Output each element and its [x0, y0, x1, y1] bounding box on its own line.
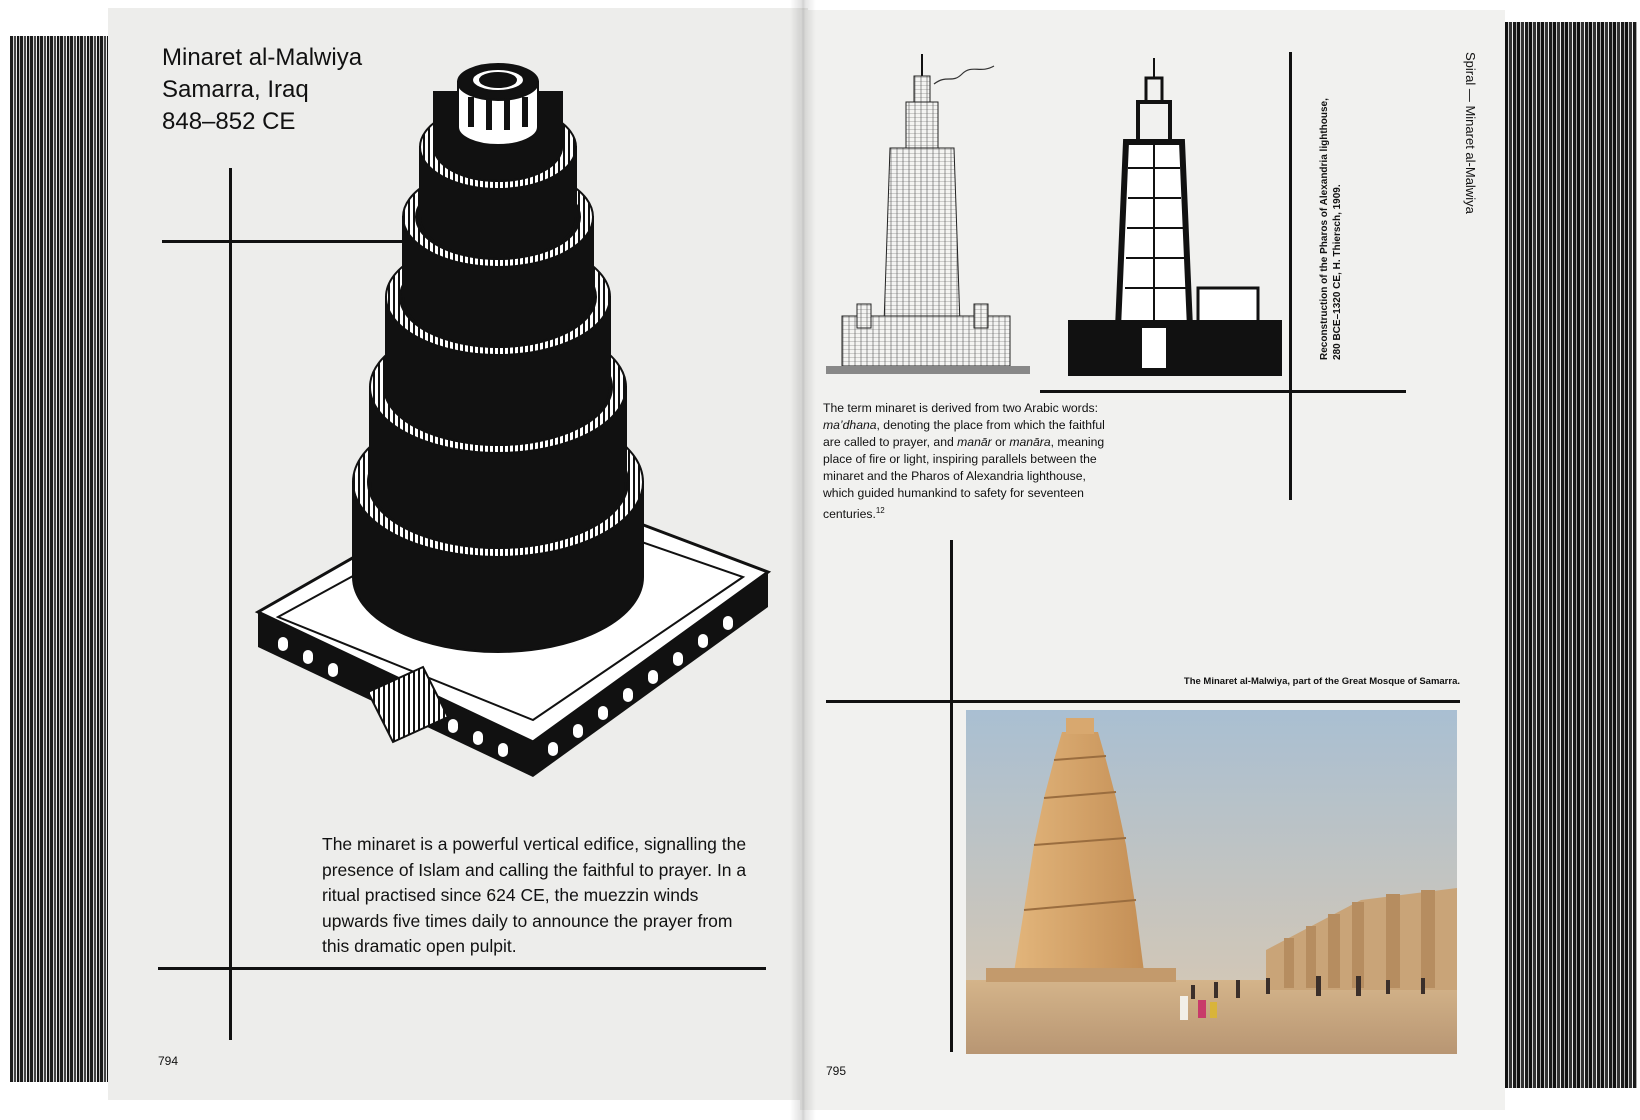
footnote-marker: 12: [875, 506, 885, 515]
title-line-date: 848–852 CE: [162, 108, 296, 135]
term-manar: manār: [957, 435, 992, 449]
lighthouse-elevation-illustration: [822, 54, 1032, 376]
page-edges-right: [1505, 22, 1637, 1088]
title-line-place: Samarra, Iraq: [162, 76, 309, 103]
running-head: Spiral — Minaret al-Malwiya: [1463, 52, 1478, 214]
intro-paragraph: The minaret is a powerful vertical edifice, signalling the presence of Islam and calling the faithful to prayer. In a ritual practised since 624 CE, the muezzin winds upwards five times daily to announce the prayer from this dramatic open pulpit.: [322, 834, 747, 956]
term-paragraph: [823, 400, 1113, 523]
page-number-left: 794: [158, 1054, 179, 1068]
term-madhana: ma’dhana: [823, 418, 877, 432]
term-manara: manāra: [1009, 435, 1051, 449]
lighthouse-caption-line-1: Reconstruction of the Pharos of Alexandria lighthouse,: [1319, 98, 1330, 360]
vertical-rule-left: [229, 168, 232, 1040]
horizontal-rule-bottom-left: [158, 967, 766, 970]
lighthouse-section-illustration: [1068, 58, 1282, 376]
vertical-rule-caption: [1289, 52, 1292, 500]
title-line-name: Minaret al-Malwiya: [162, 44, 363, 71]
horizontal-rule-under-drawings: [1040, 390, 1406, 393]
term-mid: , denoting the place from which the faithful are called to prayer, and: [823, 418, 1105, 449]
book-gutter: [790, 0, 816, 1120]
lighthouse-caption-line-2: 280 BCE–1320 CE, H. Thiersch, 1909.: [1332, 184, 1343, 360]
term-end: , meaning place of fire or light, inspiring parallels between the minaret and the Pharos of Alexandria lighthouse, which guided humankind to safety for seventeen centuries.: [823, 435, 1105, 522]
photo-caption: The Minaret al-Malwiya, part of the Great Mosque of Samarra.: [1183, 676, 1460, 687]
horizontal-rule-above-photo: [826, 700, 1460, 703]
vertical-rule-middle-right: [950, 540, 953, 1052]
term-or: or: [991, 435, 1010, 449]
page-number-right: 795: [826, 1064, 847, 1078]
page-edges-left: [10, 36, 110, 1082]
term-intro: The term minaret is derived from two Arabic words:: [823, 401, 1098, 415]
minaret-illustration: [248, 52, 778, 792]
minaret-photograph: [966, 710, 1457, 1054]
lighthouse-caption: [1318, 60, 1344, 360]
